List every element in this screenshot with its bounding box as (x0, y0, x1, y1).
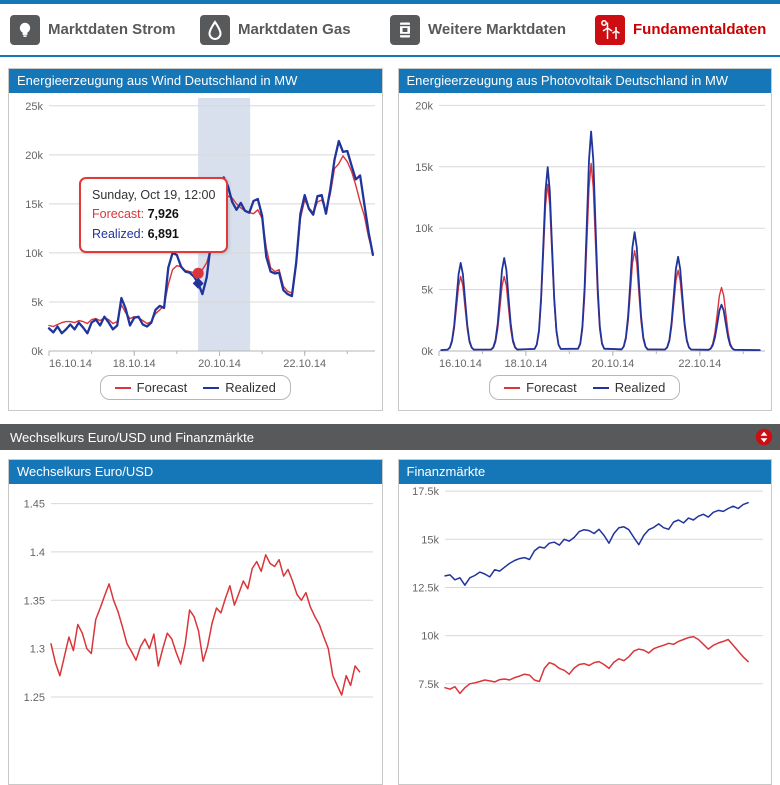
svg-text:15k: 15k (25, 198, 43, 211)
tooltip-forecast-value: 7,926 (147, 207, 179, 222)
svg-text:5k: 5k (420, 284, 433, 297)
pv-chart-canvas[interactable] (399, 93, 771, 373)
chart-title-eurusd: Wechselkurs Euro/USD (9, 460, 382, 484)
nav-tab-label: Marktdaten Strom (48, 21, 176, 38)
chart-title-pv: Energieerzeugung aus Photovoltaik Deutschland in MW (399, 69, 772, 93)
legend-item-realized[interactable]: Realized (593, 380, 666, 395)
svg-text:10k: 10k (414, 223, 433, 236)
svg-text:1.45: 1.45 (23, 498, 45, 511)
svg-text:17.5k: 17.5k (411, 486, 439, 499)
nav-tab-marktdaten-gas[interactable] (200, 15, 380, 45)
svg-text:20.10.14: 20.10.14 (590, 358, 634, 370)
pv-chart-panel (398, 68, 773, 411)
gas-drop-icon (200, 15, 230, 45)
wind-turbine-icon (595, 15, 625, 45)
tooltip-realized-value: 6,891 (147, 226, 179, 241)
svg-text:22.10.14: 22.10.14 (283, 358, 327, 370)
legend-item-realized[interactable]: Realized (203, 380, 276, 395)
oil-barrel-icon (390, 15, 420, 45)
svg-text:7.5k: 7.5k (417, 678, 439, 691)
svg-text:1.3: 1.3 (29, 643, 45, 656)
svg-text:20.10.14: 20.10.14 (198, 358, 241, 370)
realized-line-swatch (203, 387, 219, 389)
eurusd-chart-panel (8, 459, 383, 785)
svg-text:18.10.14: 18.10.14 (503, 358, 547, 370)
svg-text:0k: 0k (31, 346, 43, 358)
svg-text:22.10.14: 22.10.14 (677, 358, 721, 370)
tooltip-date: Sunday, Oct 19, 12:00 (92, 188, 216, 202)
tooltip-forecast-row: Forecast: 7,926 (92, 207, 179, 222)
svg-text:18.10.14: 18.10.14 (112, 358, 156, 370)
wind-chart-legend (9, 375, 382, 400)
eurusd-chart-canvas[interactable] (9, 484, 381, 784)
nav-tab-label: Fundamentaldaten (633, 21, 767, 38)
svg-text:20k: 20k (414, 100, 433, 113)
svg-text:20k: 20k (25, 149, 43, 162)
nav-tab-label: Marktdaten Gas (238, 21, 351, 38)
finanz-chart-canvas[interactable] (399, 484, 771, 784)
tooltip-realized-row: Realized: 6,891 (92, 226, 179, 241)
svg-text:16.10.14: 16.10.14 (49, 358, 92, 370)
forecast-line-swatch (504, 387, 520, 389)
svg-text:1.35: 1.35 (23, 595, 45, 608)
svg-text:16.10.14: 16.10.14 (438, 358, 482, 370)
bulb-icon (10, 15, 40, 45)
svg-text:25k: 25k (25, 100, 43, 113)
svg-text:12.5k: 12.5k (411, 582, 439, 595)
nav-tab-marktdaten-strom[interactable] (10, 15, 190, 45)
nav-tab-fundamentaldaten[interactable] (595, 15, 775, 45)
chart-title-finanz: Finanzmärkte (399, 460, 772, 484)
nav-tab-weitere-marktdaten[interactable] (390, 15, 585, 45)
finanz-chart-panel (398, 459, 773, 785)
chart-title-wind: Energieerzeugung aus Wind Deutschland in MW (9, 69, 382, 93)
section-header-finanzmaerkte (0, 424, 780, 450)
section-title: Wechselkurs Euro/USD und Finanzmärkte (10, 429, 254, 445)
wind-chart-panel (8, 68, 383, 411)
forecast-line-swatch (115, 387, 131, 389)
svg-text:15k: 15k (414, 161, 433, 174)
svg-text:10k: 10k (420, 630, 439, 643)
charts-row-1 (0, 68, 780, 411)
svg-text:15k: 15k (420, 534, 439, 547)
svg-text:10k: 10k (25, 247, 43, 260)
collapse-toggle-icon[interactable] (755, 428, 773, 446)
svg-text:0k: 0k (420, 346, 433, 358)
svg-text:5k: 5k (31, 297, 43, 309)
pv-chart-legend (399, 375, 772, 400)
charts-row-2 (0, 459, 780, 785)
nav-tab-label: Weitere Marktdaten (428, 21, 567, 38)
chart-tooltip (79, 177, 228, 253)
legend-item-forecast[interactable]: Forecast (504, 380, 577, 395)
svg-text:1.4: 1.4 (29, 546, 45, 559)
top-nav (0, 0, 780, 57)
legend-item-forecast[interactable]: Forecast (115, 380, 188, 395)
svg-text:1.25: 1.25 (23, 692, 45, 704)
realized-line-swatch (593, 387, 609, 389)
